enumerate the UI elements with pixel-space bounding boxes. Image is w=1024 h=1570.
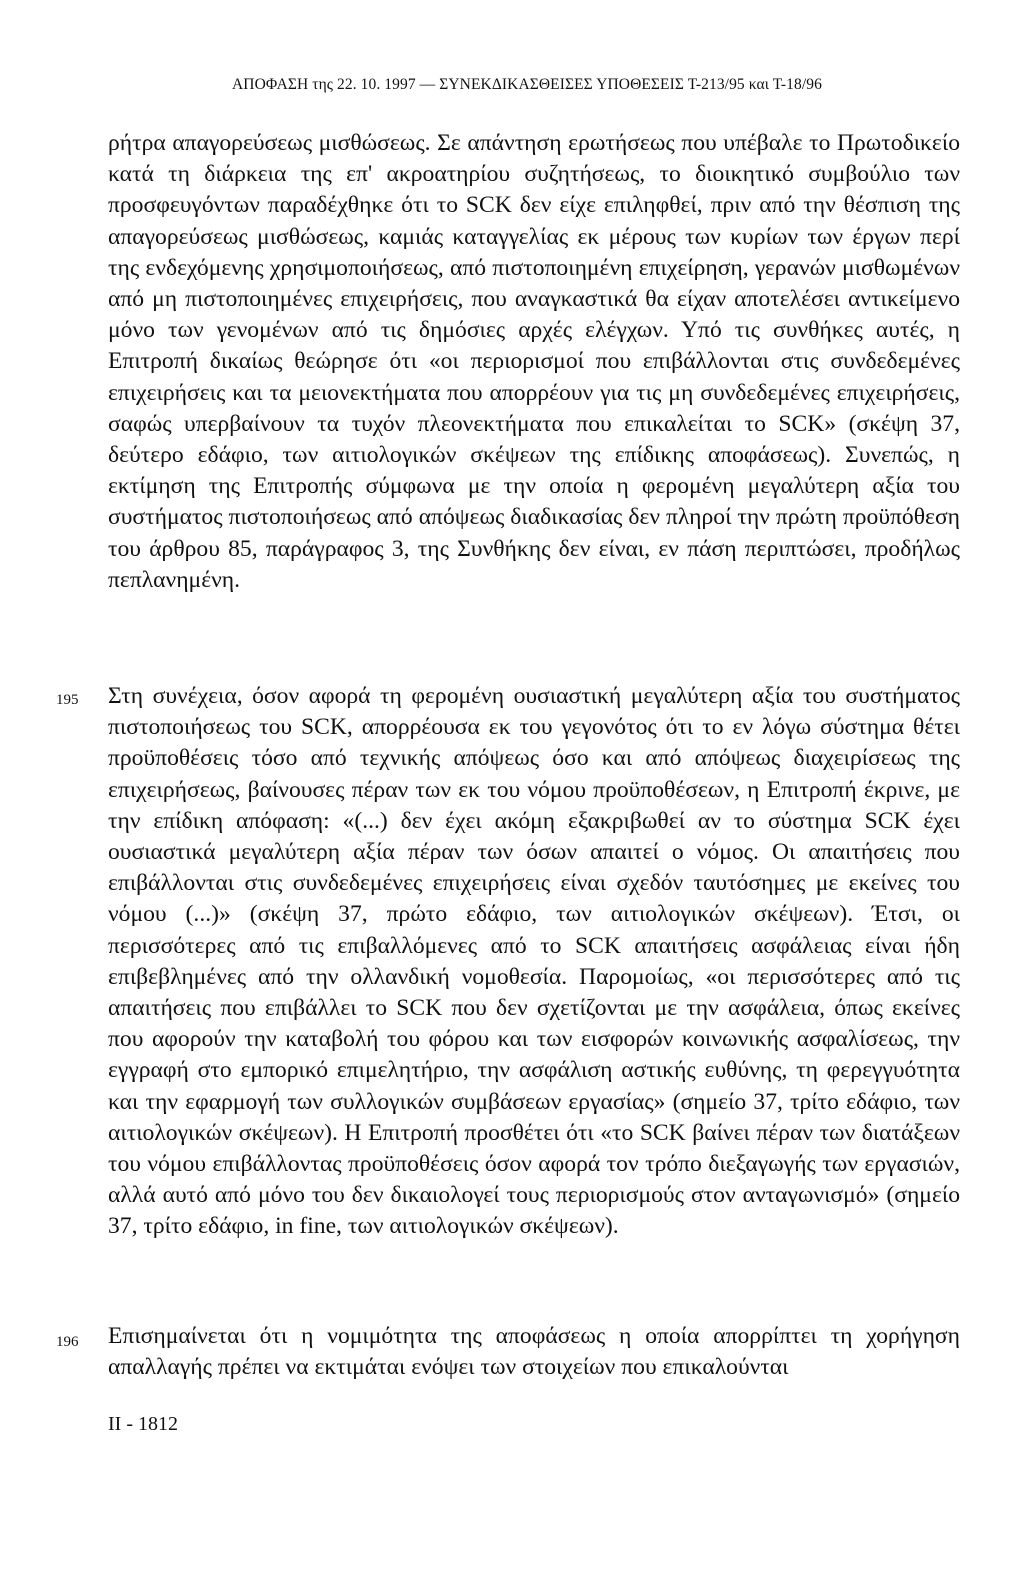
paragraph-number-195: 195	[56, 692, 79, 708]
page-number: II - 1812	[108, 1413, 178, 1435]
paragraph-195: Στη συνέχεια, όσον αφορά τη φερομένη ουσιαστική μεγαλύτερη αξία του συστήματος πιστοποιήσεως του SCK, απορρέουσα εκ του γεγονότος ότι το εν λόγω σύστημα θέτει προϋποθέσεις τόσο από τεχνικής απόψεως όσο και από απόψεως διαχειρίσεως της επιχειρήσεως, βαίνουσες πέραν των εκ του νόμου προϋποθέσεων, η Επιτροπή έκρινε, με την επίδικη απόφαση: «(...) δεν έχει ακόμη εξακριβωθεί αν το σύστημα SCK έχει ουσιαστικά μεγαλύτερη αξία πέραν των όσων απαιτεί ο νόμος. Οι απαιτήσεις που επιβάλλονται στις συνδεδεμένες επιχειρήσεις είναι σχεδόν ταυτόσημες με εκείνες του νόμου (...)» (σκέψη 37, πρώτο εδάφιο, των αιτιολογικών σκέψεων). Έτσι, οι περισσότερες από τις επιβαλλόμενες από το SCK απαιτήσεις ασφάλειας είναι ήδη επιβεβλημένες από την ολλανδική νομοθεσία. Παρομοίως, «οι περισσότερες από τις απαιτήσεις που επιβάλλει το SCK που δεν σχετίζονται με την ασφάλεια, όπως εκείνες που αφορούν την καταβολή του φόρου και των εισφορών κοινωνικής ασφαλίσεως, την εγγραφή στο εμπορικό επιμελητήριο, την ασφάλιση αστικής ευθύνης, τη φερεγγυότητα και την εφαρμογή των συλλογικών συμβάσεων εργασίας» (σημείο 37, τρίτο εδάφιο, των αιτιολογικών σκέψεων). Η Επιτροπή προσθέτει ότι «το SCK βαίνει πέραν των διατάξεων του νόμου επιβάλλοντας προϋποθέσεις όσον αφορά τον τρόπο διεξαγωγής των εργασιών, αλλά αυτό από μόνο του δεν δικαιολογεί τους περιορισμούς στον ανταγωνισμό» (σημείο 37, τρίτο εδάφιο, in fine, των αιτιολογικών σκέψεων).	[108, 683, 960, 1240]
paragraph-196: Επισημαίνεται ότι η νομιμότητα της αποφάσεως η οποία απορρίπτει τη χορήγηση απαλλαγής πρέπει να εκτιμάται ενόψει των στοιχείων που επικαλούνται	[108, 1323, 960, 1381]
paragraph-number-196: 196	[56, 1334, 79, 1350]
running-header: ΑΠΟΦΑΣΗ της 22. 10. 1997 — ΣΥΝΕΚΔΙΚΑΣΘΕΙΣΕΣ ΥΠΟΘΕΣΕΙΣ Τ-213/95 και Τ-18/96	[232, 76, 822, 93]
paragraph-194-continuation: ρήτρα απαγορεύσεως μισθώσεως. Σε απάντηση ερωτήσεως που υπέβαλε το Πρωτοδικείο κατά τη διάρκεια της επ' ακροατηρίου συζητήσεως, το διοικητικό συμβούλιο των προσφευγόντων παραδέχθηκε ότι το SCK δεν είχε επιληφθεί, πριν από την θέσπιση της απαγορεύσεως μισθώσεως, καμιάς καταγγελίας εκ μέρους των κυρίων των έργων περί της ενδεχόμενης χρησιμοποιήσεως, από πιστοποιημένη επιχείρηση, γερανών μισθωμένων από μη πιστοποιημένες επιχειρήσεις, που αναγκαστικά θα είχαν αποτελέσει αντικείμενο μόνο των γενομένων από τις δημόσιες αρχές ελέγχων. Υπό τις συνθήκες αυτές, η Επιτροπή δικαίως θεώρησε ότι «οι περιορισμοί που επιβάλλονται στις συνδεδεμένες επιχειρήσεις και τα μειονεκτήματα που απορρέουν για τις μη συνδεδεμένες επιχειρήσεις, σαφώς υπερβαίνουν τα τυχόν πλεονεκτήματα που επικαλείται το SCK» (σκέψη 37, δεύτερο εδάφιο, των αιτιολογικών σκέψεων της επίδικης αποφάσεως). Συνεπώς, η εκτίμηση της Επιτροπής σύμφωνα με την οποία η φερομένη μεγαλύτερη αξία του συστήματος πιστοποιήσεως από απόψεως διαδικασίας δεν πληροί την πρώτη προϋπόθεση του άρθρου 85, παράγραφος 3, της Συνθήκης δεν είναι, εν πάση περιπτώσει, προδήλως πεπλανημένη.	[108, 130, 960, 593]
